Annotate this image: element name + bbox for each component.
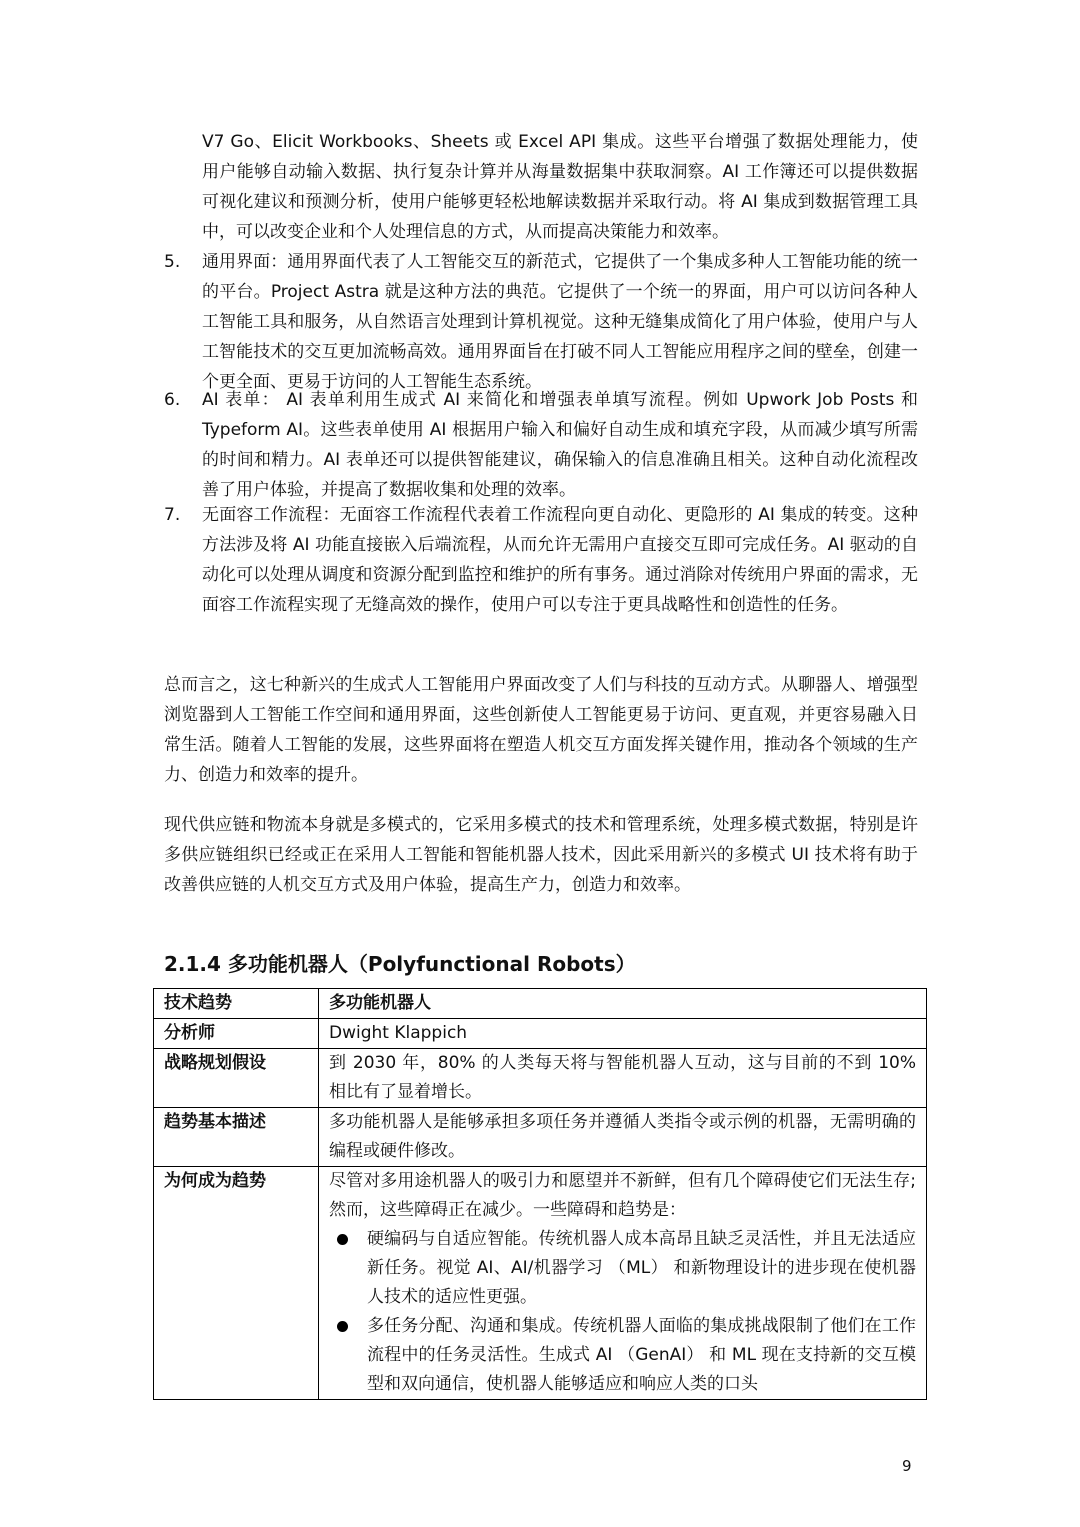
- table-row: [154, 1049, 927, 1108]
- why-intro: 尽管对多用途机器人的吸引力和愿望并不新鲜，但有几个障碍使它们无法生存;然而，这些障碍正在减少。一些障碍和趋势是：: [329, 1171, 916, 1220]
- page-number: 9: [902, 1457, 912, 1475]
- bullet-text: 硬编码与自适应智能。传统机器人成本高昂且缺乏灵活性，并且无法适应新任务。视觉 AI、AI/机器学习 （ML） 和新物理设计的进步现在使机器人技术的适应性更强。: [367, 1229, 916, 1307]
- list-text: 无面容工作流程：无面容工作流程代表着工作流程向更自动化、更隐形的 AI 集成的转变。这种方法涉及将 AI 功能直接嵌入后端流程，从而允许无需用户直接交互即可完成任务。AI 驱动的自动化可以处理从调度和资源分配到监控和维护的所有事务。通过消除对传统用户界面的需求，无面容工作流程实现了无缝高效的操作，使用户可以专注于更具战略性和创造性的任务。: [202, 505, 918, 615]
- list-text: AI 表单： AI 表单利用生成式 AI 来简化和增强表单填写流程。例如 Upwork Job Posts 和 Typeform AI。这些表单使用 AI 根据用户输入和偏好自动生成和填充字段，从而减少填写所需的时间和精力。AI 表单还可以提供智能建议，确保输入的信息准确且相关。这种自动化流程改善了用户体验，并提高了数据收集和处理的效率。: [202, 390, 918, 500]
- row-label: 技术趋势: [154, 989, 319, 1019]
- bullet-item: [329, 1225, 916, 1312]
- list-number: 5.: [164, 252, 181, 272]
- list-number: 6.: [164, 390, 181, 410]
- bullet-item: [329, 1312, 916, 1399]
- row-value: 到 2030 年，80% 的人类每天将与智能机器人互动，这与目前的不到 10% 相比有了显着增长。: [319, 1049, 927, 1108]
- table-row: [154, 989, 927, 1019]
- list-item-7: [164, 500, 918, 620]
- bullet-icon: [337, 1321, 348, 1332]
- table-row: [154, 1167, 927, 1400]
- list-item-6: [164, 385, 918, 505]
- bullet-icon: [337, 1234, 348, 1245]
- bullet-text: 多任务分配、沟通和集成。传统机器人面临的集成挑战限制了他们在工作流程中的任务灵活性。生成式 AI （GenAI） 和 ML 现在支持新的交互模型和双向通信，使机器人能够适应和响应人类的口头: [367, 1316, 916, 1394]
- row-value: 多功能机器人: [319, 989, 927, 1019]
- row-label: 为何成为趋势: [154, 1167, 319, 1400]
- section-heading: 2.1.4 多功能机器人（Polyfunctional Robots）: [164, 952, 636, 976]
- row-value: 多功能机器人是能够承担多项任务并遵循人类指令或示例的机器，无需明确的编程或硬件修改。: [319, 1108, 927, 1167]
- continuation-paragraph: V7 Go、Elicit Workbooks、Sheets 或 Excel API 集成。这些平台增强了数据处理能力，使用户能够自动输入数据、执行复杂计算并从海量数据集中获取洞察。AI 工作簿还可以提供数据可视化建议和预测分析，使用户能够更轻松地解读数据并采取行动。将 AI 集成到数据管理工具中，可以改变企业和个人处理信息的方式，从而提高决策能力和效率。: [202, 132, 918, 242]
- row-value: [319, 1167, 927, 1400]
- row-label: 战略规划假设: [154, 1049, 319, 1108]
- supply-chain-paragraph: 现代供应链和物流本身就是多模式的，它采用多模式的技术和管理系统，处理多模式数据，特别是许多供应链组织已经或正在采用人工智能和智能机器人技术，因此采用新兴的多模式 UI 技术将有助于改善供应链的人机交互方式及用户体验，提高生产力，创造力和效率。: [164, 815, 918, 895]
- table-row: [154, 1019, 927, 1049]
- summary-paragraph: 总而言之，这七种新兴的生成式人工智能用户界面改变了人们与科技的互动方式。从聊器人、增强型浏览器到人工智能工作空间和通用界面，这些创新使人工智能更易于访问、更直观，并更容易融入日常生活。随着人工智能的发展，这些界面将在塑造人机交互方面发挥关键作用，推动各个领域的生产力、创造力和效率的提升。: [164, 675, 918, 785]
- row-value: Dwight Klappich: [319, 1019, 927, 1049]
- list-number: 7.: [164, 505, 181, 525]
- row-label: 趋势基本描述: [154, 1108, 319, 1167]
- list-text: 通用界面：通用界面代表了人工智能交互的新范式，它提供了一个集成多种人工智能功能的统一的平台。Project Astra 就是这种方法的典范。它提供了一个统一的界面，用户可以访问各种人工智能工具和服务，从自然语言处理到计算机视觉。这种无缝集成简化了用户体验，使用户与人工智能技术的交互更加流畅高效。通用界面旨在打破不同人工智能应用程序之间的壁垒，创建一个更全面、更易于访问的人工智能生态系统。: [202, 252, 918, 392]
- table-row: [154, 1108, 927, 1167]
- trend-table: [153, 988, 927, 1400]
- row-label: 分析师: [154, 1019, 319, 1049]
- list-item-5: [164, 247, 918, 397]
